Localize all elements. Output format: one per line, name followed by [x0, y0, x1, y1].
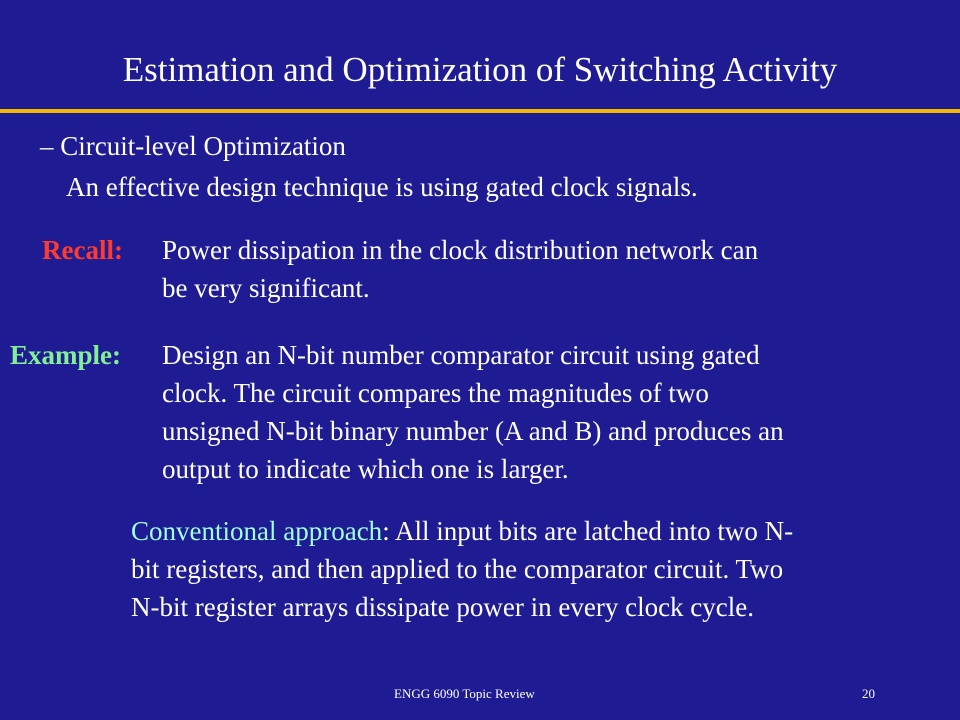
conventional-approach-label: Conventional approach	[131, 516, 383, 546]
recall-line: be very significant.	[162, 273, 370, 303]
example-line: output to indicate which one is larger.	[162, 454, 569, 484]
section-description: An effective design technique is using gated clock signals.	[66, 172, 698, 202]
conventional-first-line-text: : All input bits are latched into two N-	[382, 516, 794, 546]
recall-text	[162, 231, 758, 307]
example-line: unsigned N-bit binary number (A and B) and produces an	[162, 416, 784, 446]
example-line: Design an N-bit number comparator circuit using gated	[162, 340, 760, 370]
recall-line: Power dissipation in the clock distribution network can	[162, 235, 759, 265]
example-text	[162, 336, 784, 488]
page-number: 20	[862, 686, 875, 701]
recall-label: Recall:	[42, 235, 123, 265]
example-label: Example:	[10, 340, 121, 370]
conventional-first-line	[131, 512, 793, 550]
section-bullet: – Circuit-level Optimization	[40, 131, 346, 161]
conventional-line: bit registers, and then applied to the comparator circuit. Two	[131, 554, 784, 584]
footer-course: ENGG 6090 Topic Review	[394, 686, 535, 701]
title-divider	[0, 109, 960, 113]
example-line: clock. The circuit compares the magnitudes of two	[162, 378, 709, 408]
conventional-line: N-bit register arrays dissipate power in every clock cycle.	[131, 592, 755, 622]
slide-title: Estimation and Optimization of Switching Activity	[122, 50, 838, 89]
conventional-approach-text	[131, 512, 793, 626]
